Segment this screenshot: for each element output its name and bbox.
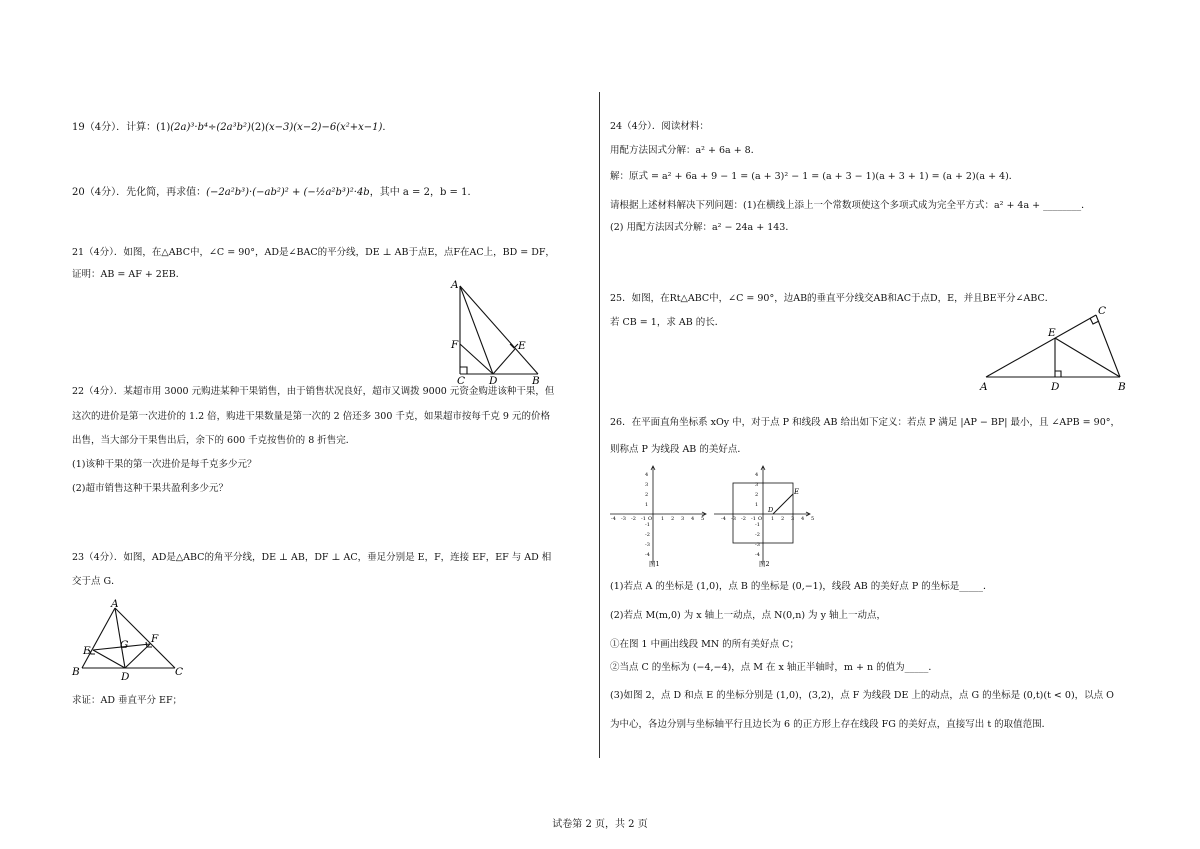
q21-label-A: A [451,279,459,291]
q25-label-E: E [1048,327,1056,339]
q23-label-D: D [121,671,130,683]
fig1-ytick: 4 [645,472,649,478]
q22-sub1: (1)该种干果的第一次进价是每千克多少元？ [72,459,257,470]
q26-sub2b: ②当点 C 的坐标为 (−4,−4)，点 M 在 x 轴正半轴时，m + n 的值为_____． [610,662,938,673]
fig2-xtick: -2 [741,516,746,522]
q23-label-G: G [120,639,129,651]
q25-label-B: B [1118,381,1126,393]
fig1-ytick: -4 [645,552,650,558]
q20-cond: ，其中 a = 2，b = 1． [369,187,478,198]
fig1-ytick: -3 [645,542,650,548]
q24-line4: 请根据上述材料解决下列问题：(1)在横线上添上一个常数项使这个多项式成为完全平方式：a² + 4a + ________． [610,200,1091,211]
q21-line1: 21（4分）．如图，在△ABC中，∠C = 90°，AD是∠BAC的平分线，DE ⊥ AB于点E，点F在AC上，BD = DF， [72,247,555,258]
fig2-ytick: -1 [755,522,760,528]
fig1-xtick: -3 [621,516,626,522]
fig1-xtick: 5 [701,516,705,522]
q21-label-F: F [451,339,459,351]
fig2-ytick: 3 [755,482,759,488]
q26-sub2: (2)若点 M(m,0) 为 x 轴上一动点，点 N(0,n) 为 y 轴上一动点， [610,610,886,621]
fig2-ytick: 2 [755,492,759,498]
fig2-xtick: -4 [721,516,726,522]
column-divider [599,92,600,758]
fig2-xtick: -1 [751,516,756,522]
q23-label-A: A [111,598,119,610]
fig2-xtick: 1 [771,516,775,522]
fig1-xtick: -1 [641,516,646,522]
q23-proof: 求证：AD 垂直平分 EF； [72,695,183,706]
fig2-xtick: 2 [781,516,785,522]
q20-expr: (−2a²b³)·(−ab²)² + (−½a²b³)²·4b [206,187,370,198]
q21-label-C: C [457,375,466,386]
fig1-ytick: -1 [645,522,650,528]
q21-label-B: B [532,375,540,386]
fig1-ytick: 2 [645,492,649,498]
fig1-ytick: -2 [645,532,650,538]
q22-line3: 出售，当大部分干果售出后，余下的 600 千克按售价的 8 折售完． [72,435,356,446]
fig1-xtick: -4 [611,516,616,522]
q26-sub3a: (3)如图 2，点 D 和点 E 的坐标分别是 (1,0)，(3,2)，点 F 为线段 DE 上的动点，点 G 的坐标是 (0,t)(t < 0)，以点 O [610,690,1114,701]
q26-line1: 26．在平面直角坐标系 xOy 中，对于点 P 和线段 AB 给出如下定义：若点 P 满足 |AP − BP| 最小，且 ∠APB = 90°， [610,417,1121,428]
q24-line3: 解：原式 = a² + 6a + 9 − 1 = (a + 3)² − 1 = (a + 3 − 1)(a + 3 + 1) = (a + 2)(a + 4)． [610,171,1019,182]
fig2-ytick: 1 [755,502,759,508]
q19-head: 19（4分）．计算： [72,122,157,133]
q20-head: 20（4分）．先化简，再求值： [72,187,207,198]
fig2-xtick: O [758,516,763,522]
q23-label-C: C [175,666,184,678]
q19-expr1: (2a)³·b⁴÷(2a³b²) [170,122,251,133]
fig2-ytick: -2 [755,532,760,538]
fig2-ytick: -3 [755,542,760,548]
q25-figure [978,302,1130,394]
fig1-xtick: -2 [631,516,636,522]
fig2-label-E: E [794,488,800,496]
fig1-xtick: 2 [671,516,675,522]
q23-line2: 交于点 G． [72,576,121,587]
fig1-ytick: 3 [645,482,649,488]
q25-line1: 25．如图，在Rt△ABC中，∠C = 90°，边AB的垂直平分线交AB和AC于点D，E，并且BE平分∠ABC． [610,293,1055,304]
q19-part1-label: (1) [156,122,171,133]
q26-line2: 则称点 P 为线段 AB 的美好点． [610,444,747,455]
q23-label-E: E [83,645,91,657]
fig1-xtick: 1 [661,516,665,522]
q25-label-D: D [1051,381,1060,393]
fig2-xtick: 5 [811,516,814,522]
q19-expr2: (x−3)(x−2)−6(x²+x−1) [265,122,383,133]
fig2-xtick: 3 [791,516,795,522]
page-footer: 试卷第 2 页，共 2 页 [552,819,648,830]
q26-sub2a: ①在图 1 中画出线段 MN 的所有美好点 C； [610,639,799,650]
q19-part2-label: (2) [250,122,266,133]
question-19 [72,121,392,135]
q23-label-B: B [72,666,80,678]
q22-line2: 这次的进价是第一次进价的 1.2 倍，购进干果数量是第一次的 2 倍还多 300 千克，如果超市按每千克 9 元的价格 [72,411,550,422]
q25-line2: 若 CB = 1，求 AB 的长． [610,317,725,328]
fig1-xtick: 4 [691,516,695,522]
q26-figure1 [608,462,710,568]
q25-label-A: A [980,381,988,393]
q21-figure [448,278,548,386]
q26-sub3b: 为中心，各边分别与坐标轴平行且边长为 6 的正方形上存在线段 FG 的美好点，直接写出 t 的取值范围． [610,719,1052,730]
q24-head: 24（4分）．阅读材料： [610,121,709,132]
q25-label-C: C [1098,305,1107,317]
fig2-label-D: D [768,506,774,514]
question-20 [72,186,477,200]
fig2-xtick: -3 [731,516,736,522]
q24-line2: 用配方法因式分解：a² + 6a + 8． [610,145,761,156]
fig1-xtick: 3 [681,516,685,522]
q26-figure2 [712,462,814,568]
q24-line5: (2) 用配方法因式分解：a² − 24a + 143． [610,222,795,233]
fig1-xtick: O [648,516,653,522]
fig1-caption: 图1 [649,560,660,568]
fig2-caption: 图2 [759,560,770,568]
fig1-ytick: 1 [645,502,649,508]
fig2-xtick: 4 [801,516,805,522]
q21-line2: 证明：AB = AF + 2EB． [72,269,186,280]
q22-line1: 22（4分）．某超市用 3000 元购进某种干果销售，由于销售状况良好，超市又调拨 9000 元资金购进该种干果，但 [72,386,555,397]
q22-sub2: (2)超市销售这种干果共盈利多少元？ [72,483,228,494]
q23-label-F: F [151,633,159,645]
q23-line1: 23（4分）．如图，AD是△ABC的角平分线，DE ⊥ AB，DF ⊥ AC，垂足分别是 E，F，连接 EF，EF 与 AD 相 [72,552,552,563]
fig2-ytick: 4 [755,472,759,478]
q26-sub1: (1)若点 A 的坐标是 (1,0)，点 B 的坐标是 (0,−1)，线段 AB 的美好点 P 的坐标是_____． [610,581,993,592]
q23-figure [70,596,190,686]
q21-label-E: E [518,340,526,352]
q21-label-D: D [489,375,498,386]
q19-end: ． [382,122,393,133]
fig2-ytick: -4 [755,552,760,558]
